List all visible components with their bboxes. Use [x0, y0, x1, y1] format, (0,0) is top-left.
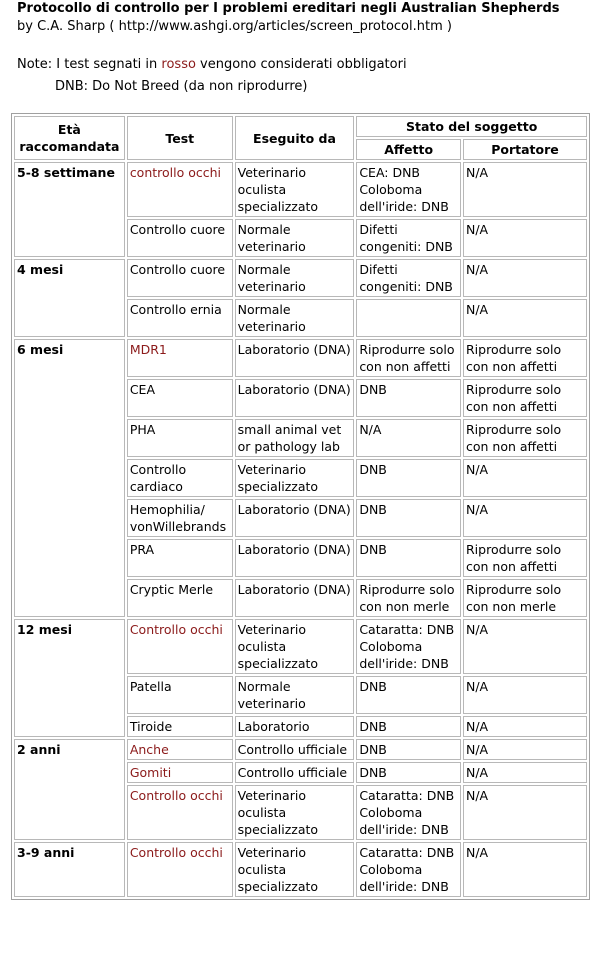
- performed-by-cell: Normale veterinario: [235, 259, 355, 297]
- note-suffix: vengono considerati obbligatori: [195, 57, 407, 72]
- affected-cell: Cataratta: DNB Coloboma dell'iride: DNB: [356, 842, 461, 897]
- test-cell: Patella: [127, 676, 233, 714]
- performed-by-cell: Controllo ufficiale: [235, 762, 355, 783]
- table-row: [14, 162, 587, 217]
- age-cell: 4 mesi: [14, 259, 125, 337]
- carrier-cell: N/A: [463, 676, 587, 714]
- test-cell: Controllo cardiaco: [127, 459, 233, 497]
- carrier-cell: Riprodurre solo con non affetti: [463, 539, 587, 577]
- carrier-cell: Riprodurre solo con non merle: [463, 579, 587, 617]
- carrier-cell: N/A: [463, 762, 587, 783]
- affected-cell: [356, 299, 461, 337]
- affected-cell: DNB: [356, 676, 461, 714]
- performed-by-cell: small animal vet or pathology lab: [235, 419, 355, 457]
- performed-by-cell: Veterinario oculista specializzato: [235, 842, 355, 897]
- affected-cell: CEA: DNB Coloboma dell'iride: DNB: [356, 162, 461, 217]
- affected-cell: DNB: [356, 739, 461, 760]
- affected-cell: N/A: [356, 419, 461, 457]
- carrier-cell: N/A: [463, 499, 587, 537]
- header-by: Eseguito da: [235, 116, 355, 160]
- test-cell: Cryptic Merle: [127, 579, 233, 617]
- table-row: [14, 842, 587, 897]
- carrier-cell: N/A: [463, 619, 587, 674]
- test-cell: Controllo occhi: [127, 842, 233, 897]
- carrier-cell: N/A: [463, 219, 587, 257]
- affected-cell: DNB: [356, 459, 461, 497]
- note-prefix: Note: I test segnati in: [17, 57, 162, 72]
- test-cell: Hemophilia/ vonWillebrands: [127, 499, 233, 537]
- dnb-legend: DNB: Do Not Breed (da non riprodurre): [55, 79, 308, 94]
- test-cell: CEA: [127, 379, 233, 417]
- header-age: Età raccomandata: [14, 116, 125, 160]
- header-row: [14, 116, 587, 137]
- performed-by-cell: Normale veterinario: [235, 299, 355, 337]
- age-cell: 6 mesi: [14, 339, 125, 617]
- performed-by-cell: Laboratorio (DNA): [235, 499, 355, 537]
- age-cell: 5-8 settimane: [14, 162, 125, 257]
- performed-by-cell: Veterinario oculista specializzato: [235, 785, 355, 840]
- note-red-word: rosso: [161, 57, 196, 72]
- affected-cell: Riprodurre solo con non merle: [356, 579, 461, 617]
- carrier-cell: Riprodurre solo con non affetti: [463, 419, 587, 457]
- affected-cell: Riprodurre solo con non affetti: [356, 339, 461, 377]
- test-cell: Controllo cuore: [127, 259, 233, 297]
- carrier-cell: Riprodurre solo con non affetti: [463, 339, 587, 377]
- table-row: [14, 339, 587, 377]
- carrier-cell: N/A: [463, 259, 587, 297]
- test-cell: Controllo occhi: [127, 785, 233, 840]
- test-cell: Controllo cuore: [127, 219, 233, 257]
- affected-cell: DNB: [356, 762, 461, 783]
- performed-by-cell: Laboratorio (DNA): [235, 539, 355, 577]
- test-cell: PRA: [127, 539, 233, 577]
- affected-cell: DNB: [356, 499, 461, 537]
- affected-cell: Cataratta: DNB Coloboma dell'iride: DNB: [356, 785, 461, 840]
- carrier-cell: N/A: [463, 299, 587, 337]
- table-row: [14, 259, 587, 297]
- carrier-cell: N/A: [463, 459, 587, 497]
- affected-cell: DNB: [356, 716, 461, 737]
- test-cell: Gomiti: [127, 762, 233, 783]
- test-cell: Anche: [127, 739, 233, 760]
- age-cell: 12 mesi: [14, 619, 125, 737]
- header-affected: Affetto: [356, 139, 461, 160]
- header-carrier: Portatore: [463, 139, 587, 160]
- test-cell: Controllo occhi: [127, 619, 233, 674]
- test-cell: Tiroide: [127, 716, 233, 737]
- performed-by-cell: Veterinario oculista specializzato: [235, 619, 355, 674]
- note-line: [17, 57, 407, 72]
- performed-by-cell: Normale veterinario: [235, 676, 355, 714]
- affected-cell: DNB: [356, 379, 461, 417]
- test-cell: MDR1: [127, 339, 233, 377]
- table-row: [14, 739, 587, 760]
- page-title: Protocollo di controllo per I problemi ereditari negli Australian Shepherds: [17, 1, 560, 16]
- carrier-cell: N/A: [463, 842, 587, 897]
- age-cell: 2 anni: [14, 739, 125, 840]
- affected-cell: Difetti congeniti: DNB: [356, 219, 461, 257]
- carrier-cell: N/A: [463, 785, 587, 840]
- header-state: Stato del soggetto: [356, 116, 587, 137]
- header-test: Test: [127, 116, 233, 160]
- performed-by-cell: Laboratorio (DNA): [235, 579, 355, 617]
- carrier-cell: N/A: [463, 739, 587, 760]
- test-cell: controllo occhi: [127, 162, 233, 217]
- table-body: [14, 162, 587, 897]
- performed-by-cell: Laboratorio: [235, 716, 355, 737]
- age-cell: 3-9 anni: [14, 842, 125, 897]
- performed-by-cell: Controllo ufficiale: [235, 739, 355, 760]
- affected-cell: DNB: [356, 539, 461, 577]
- performed-by-cell: Laboratorio (DNA): [235, 379, 355, 417]
- test-cell: Controllo ernia: [127, 299, 233, 337]
- performed-by-cell: Veterinario specializzato: [235, 459, 355, 497]
- table-row: [14, 619, 587, 674]
- carrier-cell: Riprodurre solo con non affetti: [463, 379, 587, 417]
- byline: by C.A. Sharp ( http://www.ashgi.org/articles/screen_protocol.htm ): [17, 19, 452, 34]
- protocol-table: [11, 113, 590, 900]
- performed-by-cell: Laboratorio (DNA): [235, 339, 355, 377]
- performed-by-cell: Veterinario oculista specializzato: [235, 162, 355, 217]
- performed-by-cell: Normale veterinario: [235, 219, 355, 257]
- carrier-cell: N/A: [463, 716, 587, 737]
- affected-cell: Cataratta: DNB Coloboma dell'iride: DNB: [356, 619, 461, 674]
- affected-cell: Difetti congeniti: DNB: [356, 259, 461, 297]
- test-cell: PHA: [127, 419, 233, 457]
- carrier-cell: N/A: [463, 162, 587, 217]
